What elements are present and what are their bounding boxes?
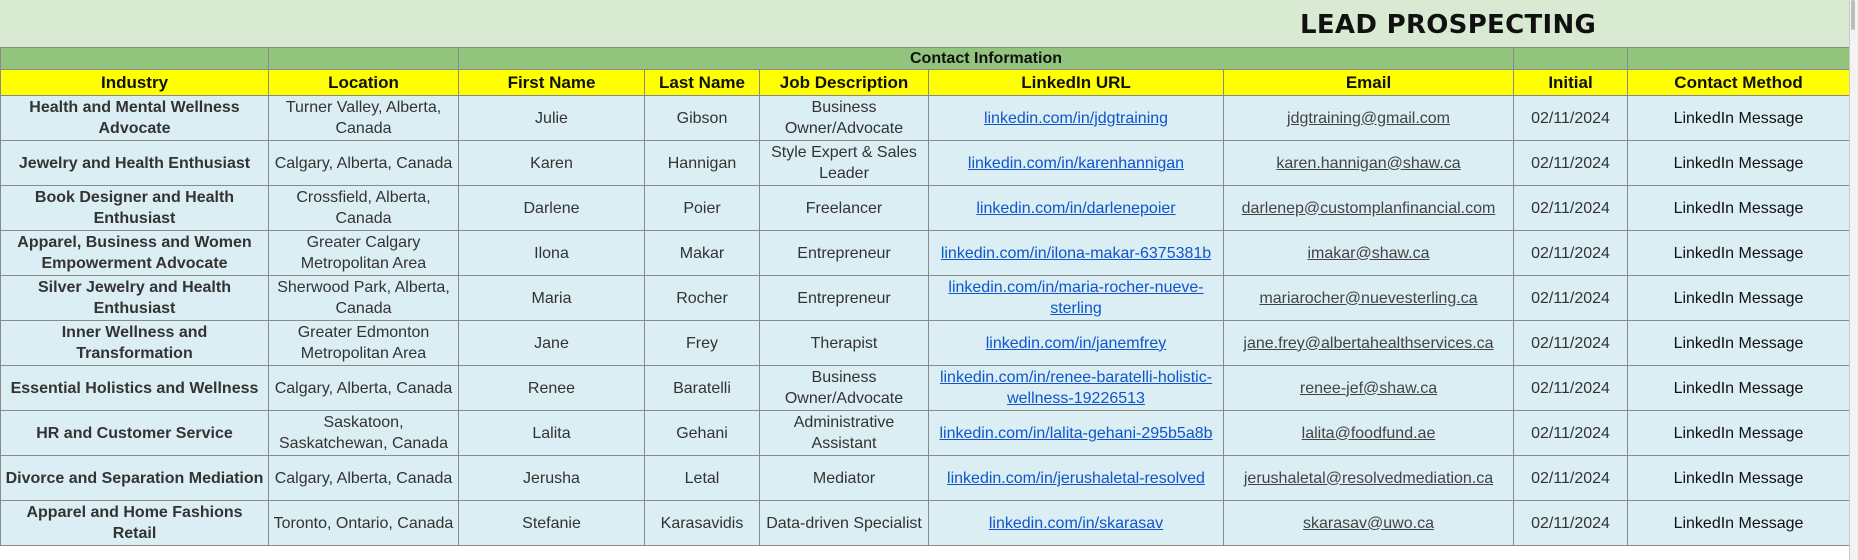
table-row [1,411,1850,456]
header-location[interactable]: Location [269,70,459,96]
contact-method-cell-text: LinkedIn Message [1673,469,1804,487]
linkedin-url-cell-text[interactable]: linkedin.com/in/jerushaletal-resolved [947,469,1205,487]
first-name-cell-text: Julie [535,109,568,127]
job-description-cell-text: Entrepreneur [797,289,891,307]
contact-method-cell-text: LinkedIn Message [1673,109,1804,127]
contact-method-cell[interactable] [1628,501,1850,546]
first-name-cell-text: Karen [530,154,573,172]
industry-cell[interactable] [1,321,269,366]
linkedin-url-cell[interactable] [929,186,1224,231]
contact-method-cell[interactable] [1628,231,1850,276]
linkedin-url-cell-text[interactable]: linkedin.com/in/renee-baratelli-holistic-wellness-19226513 [939,369,1213,407]
email-cell[interactable] [1224,96,1514,141]
group-cell-empty[interactable] [269,48,459,70]
last-name-cell-text: Makar [679,244,725,262]
first-name-cell-text: Darlene [523,199,580,217]
job-description-cell-text: Mediator [812,469,876,487]
header-email[interactable]: Email [1224,70,1514,96]
industry-cell-text: Essential Holistics and Wellness [10,379,259,397]
header-initial[interactable]: Initial [1514,70,1628,96]
job-description-cell-text: Style Expert & Sales Leader [771,144,917,182]
industry-cell[interactable] [1,276,269,321]
header-job-description[interactable]: Job Description [760,70,929,96]
industry-cell-text: Silver Jewelry and Health Enthusiast [38,279,231,317]
first-name-cell[interactable] [459,96,645,141]
industry-cell[interactable] [1,366,269,411]
contact-method-cell[interactable] [1628,186,1850,231]
contact-method-cell[interactable] [1628,321,1850,366]
first-name-cell[interactable] [459,501,645,546]
industry-cell-text: Health and Mental Wellness Advocate [29,99,240,137]
last-name-cell[interactable] [645,96,760,141]
last-name-cell-text: Gibson [676,109,728,127]
last-name-cell-text: Frey [686,334,718,352]
last-name-cell[interactable] [645,501,760,546]
contact-method-cell[interactable] [1628,456,1850,501]
column-header-row [1,70,1850,96]
job-description-cell[interactable] [760,231,929,276]
initial-date-cell[interactable] [1514,141,1628,186]
job-description-cell-text: Entrepreneur [797,244,891,262]
group-cell-empty[interactable] [1,48,269,70]
email-cell-text[interactable]: lalita@foodfund.ae [1301,424,1436,442]
initial-date-cell-text: 02/11/2024 [1531,334,1610,352]
last-name-cell-text: Karasavidis [660,514,744,532]
table-row [1,96,1850,141]
email-cell[interactable] [1224,456,1514,501]
industry-cell[interactable] [1,231,269,276]
location-cell[interactable] [269,366,459,411]
linkedin-url-cell[interactable] [929,231,1224,276]
location-cell[interactable] [269,501,459,546]
job-description-cell-text: Therapist [810,334,878,352]
location-cell[interactable] [269,276,459,321]
initial-date-cell-text: 02/11/2024 [1531,514,1610,532]
linkedin-url-cell[interactable] [929,276,1224,321]
contact-method-cell-text: LinkedIn Message [1673,379,1804,397]
first-name-cell[interactable] [459,276,645,321]
location-cell-text: Crossfield, Alberta, Canada [296,189,431,227]
industry-cell[interactable] [1,186,269,231]
last-name-cell[interactable] [645,366,760,411]
industry-cell[interactable] [1,141,269,186]
first-name-cell[interactable] [459,321,645,366]
location-cell-text: Calgary, Alberta, Canada [274,469,453,487]
initial-date-cell[interactable] [1514,456,1628,501]
contact-method-cell[interactable] [1628,141,1850,186]
table-row [1,321,1850,366]
email-cell-text[interactable]: jerushaletal@resolvedmediation.ca [1243,469,1494,487]
linkedin-url-cell-text[interactable]: linkedin.com/in/jdgtraining [983,109,1169,127]
initial-date-cell[interactable] [1514,321,1628,366]
table-row [1,186,1850,231]
location-cell[interactable] [269,456,459,501]
linkedin-url-cell[interactable] [929,366,1224,411]
location-cell-text: Calgary, Alberta, Canada [274,379,453,397]
first-name-cell[interactable] [459,456,645,501]
first-name-cell-text: Jane [534,334,569,352]
job-description-cell[interactable] [760,321,929,366]
email-cell-text[interactable]: jdgtraining@gmail.com [1287,109,1450,127]
initial-date-cell[interactable] [1514,96,1628,141]
job-description-cell-text: Business Owner/Advocate [784,369,904,407]
sheet-title[interactable]: LEAD PROSPECTING [1300,10,1597,40]
vertical-scrollbar[interactable] [1849,0,1858,560]
header-industry[interactable]: Industry [1,70,269,96]
last-name-cell-text: Poier [683,199,721,217]
initial-date-cell-text: 02/11/2024 [1531,469,1610,487]
last-name-cell-text: Hannigan [667,154,737,172]
last-name-cell[interactable] [645,141,760,186]
contact-information-header[interactable]: Contact Information [459,48,1514,70]
job-description-cell-text: Administrative Assistant [793,414,895,452]
linkedin-url-cell-text[interactable]: linkedin.com/in/darlenepoier [976,199,1176,217]
initial-date-cell-text: 02/11/2024 [1531,379,1610,397]
contact-method-cell[interactable] [1628,96,1850,141]
industry-cell-text: Divorce and Separation Mediation [5,469,264,487]
last-name-cell[interactable] [645,456,760,501]
location-cell[interactable] [269,186,459,231]
email-cell[interactable] [1224,276,1514,321]
email-cell-text[interactable]: skarasav@uwo.ca [1303,514,1434,532]
initial-date-cell[interactable] [1514,411,1628,456]
initial-date-cell-text: 02/11/2024 [1531,199,1610,217]
first-name-cell-text: Ilona [534,244,569,262]
last-name-cell-text: Rocher [676,289,728,307]
job-description-cell-text: Data-driven Specialist [766,514,922,532]
email-cell[interactable] [1224,321,1514,366]
first-name-cell[interactable] [459,231,645,276]
job-description-cell[interactable] [760,276,929,321]
last-name-cell[interactable] [645,231,760,276]
contact-method-cell[interactable] [1628,411,1850,456]
linkedin-url-cell-text[interactable]: linkedin.com/in/lalita-gehani-295b5a8b [939,424,1213,442]
first-name-cell[interactable] [459,366,645,411]
header-last-name[interactable]: Last Name [645,70,760,96]
job-description-cell[interactable] [760,141,929,186]
industry-cell-text: Jewelry and Health Enthusiast [18,154,251,172]
last-name-cell[interactable] [645,321,760,366]
job-description-cell[interactable] [760,186,929,231]
linkedin-url-cell-text[interactable]: linkedin.com/in/ilona-makar-6375381b [940,244,1212,262]
email-cell-text[interactable]: jane.frey@albertahealthservices.ca [1243,334,1494,352]
industry-cell[interactable] [1,411,269,456]
industry-cell-text: Apparel, Business and Women Empowerment Advocate [17,234,252,272]
contact-method-cell[interactable] [1628,366,1850,411]
industry-cell-text: Apparel and Home Fashions Retail [26,504,243,542]
email-cell-text[interactable]: darlenep@customplanfinancial.com [1241,199,1496,217]
header-linkedin-url[interactable]: LinkedIn URL [929,70,1224,96]
job-description-cell[interactable] [760,96,929,141]
location-cell-text: Saskatoon, Saskatchewan, Canada [279,414,448,452]
initial-date-cell-text: 02/11/2024 [1531,244,1610,262]
location-cell[interactable] [269,411,459,456]
linkedin-url-cell[interactable] [929,96,1224,141]
industry-cell-text: Inner Wellness and Transformation [61,324,208,362]
email-cell[interactable] [1224,186,1514,231]
email-cell-text[interactable]: renee-jef@shaw.ca [1299,379,1438,397]
table-row [1,231,1850,276]
job-description-cell-text: Freelancer [805,199,883,217]
job-description-cell[interactable] [760,456,929,501]
email-cell[interactable] [1224,141,1514,186]
table-row [1,366,1850,411]
contact-method-cell-text: LinkedIn Message [1673,334,1804,352]
location-cell-text: Greater Edmonton Metropolitan Area [297,324,430,362]
job-description-cell[interactable] [760,501,929,546]
linkedin-url-cell[interactable] [929,321,1224,366]
initial-date-cell[interactable] [1514,501,1628,546]
email-cell[interactable] [1224,501,1514,546]
last-name-cell-text: Letal [684,469,720,487]
last-name-cell[interactable] [645,186,760,231]
linkedin-url-cell-text[interactable]: linkedin.com/in/janemfrey [985,334,1167,352]
scrollbar-thumb[interactable] [1851,0,1855,30]
last-name-cell-text: Baratelli [673,379,731,397]
contact-method-cell-text: LinkedIn Message [1673,154,1804,172]
industry-cell[interactable] [1,501,269,546]
table-row [1,276,1850,321]
header-first-name[interactable]: First Name [459,70,645,96]
table-row [1,501,1850,546]
location-cell-text: Toronto, Ontario, Canada [273,514,454,532]
first-name-cell-text: Jerusha [523,469,580,487]
location-cell[interactable] [269,231,459,276]
location-cell[interactable] [269,321,459,366]
last-name-cell[interactable] [645,276,760,321]
table-row [1,141,1850,186]
contact-method-cell-text: LinkedIn Message [1673,244,1804,262]
email-cell-text[interactable]: karen.hannigan@shaw.ca [1276,154,1461,172]
linkedin-url-cell-text[interactable]: linkedin.com/in/maria-rocher-nueve-sterling [948,279,1204,317]
lead-table [0,47,1850,546]
job-description-cell[interactable] [760,366,929,411]
contact-method-cell-text: LinkedIn Message [1673,424,1804,442]
first-name-cell-text: Maria [531,289,572,307]
location-cell[interactable] [269,141,459,186]
industry-cell-text: Book Designer and Health Enthusiast [34,189,235,227]
job-description-cell-text: Business Owner/Advocate [784,99,904,137]
linkedin-url-cell-text[interactable]: linkedin.com/in/skarasav [988,514,1164,532]
initial-date-cell-text: 02/11/2024 [1531,289,1610,307]
email-cell[interactable] [1224,231,1514,276]
initial-date-cell-text: 02/11/2024 [1531,154,1610,172]
last-name-cell-text: Gehani [676,424,728,442]
initial-date-cell-text: 02/11/2024 [1531,109,1610,127]
group-header-row [1,48,1850,70]
initial-date-cell[interactable] [1514,276,1628,321]
industry-cell[interactable] [1,96,269,141]
email-cell-text[interactable]: imakar@shaw.ca [1307,244,1430,262]
linkedin-url-cell[interactable] [929,411,1224,456]
contact-method-cell-text: LinkedIn Message [1673,289,1804,307]
first-name-cell[interactable] [459,141,645,186]
first-name-cell-text: Lalita [532,424,571,442]
contact-method-cell[interactable] [1628,276,1850,321]
group-cell-empty[interactable] [1514,48,1628,70]
header-contact-method[interactable]: Contact Method [1628,70,1850,96]
email-cell-text[interactable]: mariarocher@nuevesterling.ca [1259,289,1478,307]
first-name-cell-text: Renee [527,379,576,397]
first-name-cell[interactable] [459,186,645,231]
location-cell-text: Calgary, Alberta, Canada [274,154,453,172]
industry-cell[interactable] [1,456,269,501]
industry-cell-text: HR and Customer Service [36,424,233,442]
table-row [1,456,1850,501]
linkedin-url-cell[interactable] [929,456,1224,501]
linkedin-url-cell[interactable] [929,141,1224,186]
last-name-cell[interactable] [645,411,760,456]
linkedin-url-cell-text[interactable]: linkedin.com/in/karenhannigan [967,154,1185,172]
location-cell-text: Sherwood Park, Alberta, Canada [277,279,450,317]
contact-method-cell-text: LinkedIn Message [1673,199,1804,217]
linkedin-url-cell[interactable] [929,501,1224,546]
contact-method-cell-text: LinkedIn Message [1673,514,1804,532]
initial-date-cell[interactable] [1514,231,1628,276]
location-cell-text: Greater Calgary Metropolitan Area [300,234,427,272]
group-cell-empty[interactable] [1628,48,1850,70]
email-cell[interactable] [1224,366,1514,411]
location-cell-text: Turner Valley, Alberta, Canada [285,99,442,137]
first-name-cell-text: Stefanie [522,514,581,532]
job-description-cell[interactable] [760,411,929,456]
email-cell[interactable] [1224,411,1514,456]
initial-date-cell[interactable] [1514,186,1628,231]
location-cell[interactable] [269,96,459,141]
initial-date-cell[interactable] [1514,366,1628,411]
initial-date-cell-text: 02/11/2024 [1531,424,1610,442]
first-name-cell[interactable] [459,411,645,456]
